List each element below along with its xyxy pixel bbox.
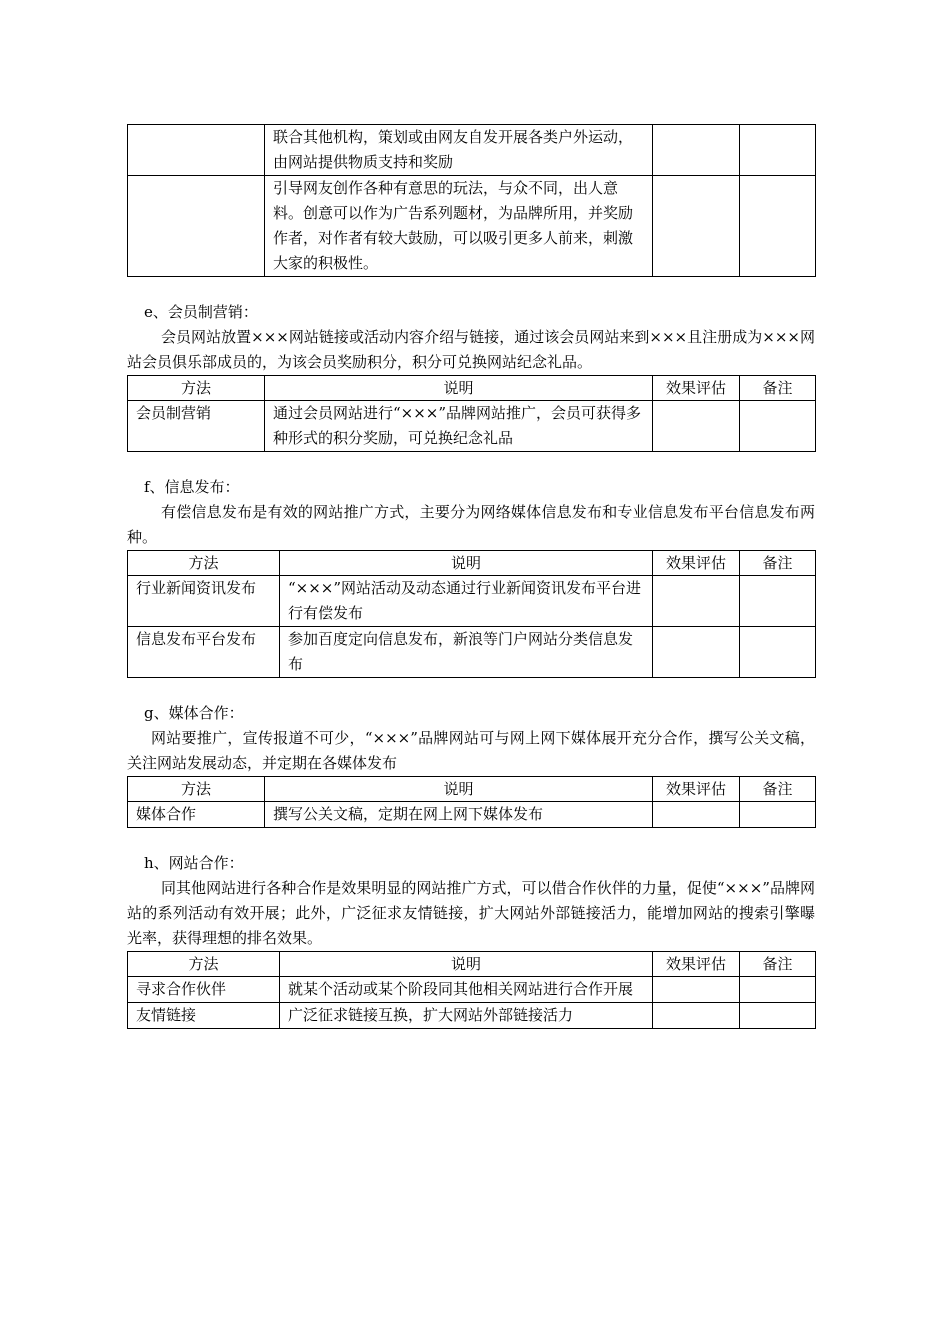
note-cell bbox=[740, 401, 816, 452]
section-h-title: h、网站合作： bbox=[144, 854, 244, 872]
eval-cell bbox=[653, 627, 740, 678]
desc-cell: 就某个活动或某个阶段同其他相关网站进行合作开展 bbox=[280, 977, 653, 1003]
section-g-title: g、媒体合作： bbox=[144, 704, 244, 722]
desc-cell: 联合其他机构，策划或由网友自发开展各类户外运动，由网站提供物质支持和奖励 bbox=[265, 125, 653, 176]
note-cell bbox=[740, 977, 816, 1003]
desc-cell: 参加百度定向信息发布，新浪等门户网站分类信息发布 bbox=[280, 627, 653, 678]
top-table bbox=[127, 124, 816, 277]
method-cell: 寻求合作伙伴 bbox=[128, 977, 280, 1003]
desc-cell: 通过会员网站进行“×××”品牌网站推广，会员可获得多种形式的积分奖励，可兑换纪念礼品 bbox=[265, 401, 653, 452]
desc-cell: 撰写公关文稿，定期在网上网下媒体发布 bbox=[265, 802, 653, 828]
eval-cell bbox=[653, 802, 740, 828]
note-cell bbox=[740, 802, 816, 828]
method-cell bbox=[128, 125, 265, 176]
section-e-paragraph: 会员网站放置×××网站链接或活动内容介绍与链接，通过该会员网站来到×××且注册成为×××网站会员俱乐部成员的，为该会员奖励积分，积分可兑换网站纪念礼品。 bbox=[127, 328, 815, 371]
note-cell bbox=[740, 576, 816, 627]
header-method: 方法 bbox=[128, 952, 280, 977]
note-cell bbox=[740, 125, 816, 176]
eval-cell bbox=[653, 1003, 740, 1029]
section-g-paragraph: 网站要推广，宣传报道不可少，“×××”品牌网站可与网上网下媒体展开充分合作，撰写公关文稿，关注网站发展动态，并定期在各媒体发布 bbox=[127, 729, 815, 772]
header-desc: 说明 bbox=[280, 952, 653, 977]
eval-cell bbox=[653, 401, 740, 452]
header-eval: 效果评估 bbox=[653, 952, 740, 977]
table-row bbox=[128, 125, 816, 176]
table-row bbox=[128, 576, 816, 627]
header-eval: 效果评估 bbox=[653, 777, 740, 802]
header-desc: 说明 bbox=[265, 777, 653, 802]
table-row bbox=[128, 802, 816, 828]
header-eval: 效果评估 bbox=[653, 551, 740, 576]
method-cell: 信息发布平台发布 bbox=[128, 627, 280, 678]
header-desc: 说明 bbox=[280, 551, 653, 576]
section-e-table bbox=[127, 375, 816, 452]
eval-cell bbox=[653, 125, 740, 176]
method-cell: 会员制营销 bbox=[128, 401, 265, 452]
table-header-row bbox=[128, 551, 816, 576]
note-cell bbox=[740, 627, 816, 678]
document-page bbox=[127, 124, 815, 1029]
header-method: 方法 bbox=[128, 777, 265, 802]
note-cell bbox=[740, 176, 816, 277]
header-method: 方法 bbox=[128, 551, 280, 576]
section-f-table bbox=[127, 550, 816, 678]
table-row bbox=[128, 401, 816, 452]
header-note: 备注 bbox=[740, 551, 816, 576]
eval-cell bbox=[653, 977, 740, 1003]
header-note: 备注 bbox=[740, 952, 816, 977]
table-header-row bbox=[128, 777, 816, 802]
table-row bbox=[128, 627, 816, 678]
method-cell: 行业新闻资讯发布 bbox=[128, 576, 280, 627]
table-row bbox=[128, 176, 816, 277]
desc-cell: “×××”网站活动及动态通过行业新闻资讯发布平台进行有偿发布 bbox=[280, 576, 653, 627]
table-row bbox=[128, 1003, 816, 1029]
desc-cell: 引导网友创作各种有意思的玩法，与众不同，出人意料。创意可以作为广告系列题材，为品牌所用，并奖励作者，对作者有较大鼓励，可以吸引更多人前来，刺激大家的积极性。 bbox=[265, 176, 653, 277]
header-note: 备注 bbox=[740, 376, 816, 401]
header-desc: 说明 bbox=[265, 376, 653, 401]
eval-cell bbox=[653, 176, 740, 277]
table-header-row bbox=[128, 376, 816, 401]
header-eval: 效果评估 bbox=[653, 376, 740, 401]
header-method: 方法 bbox=[128, 376, 265, 401]
table-header-row bbox=[128, 952, 816, 977]
method-cell bbox=[128, 176, 265, 277]
section-f-paragraph: 有偿信息发布是有效的网站推广方式，主要分为网络媒体信息发布和专业信息发布平台信息发布两种。 bbox=[127, 503, 815, 546]
section-h-paragraph: 同其他网站进行各种合作是效果明显的网站推广方式，可以借合作伙伴的力量，促使“×××”品牌网站的系列活动有效开展；此外，广泛征求友情链接，扩大网站外部链接活力，能增加网站的搜索引擎曝光率，获得理想的排名效果。 bbox=[127, 879, 815, 947]
method-cell: 友情链接 bbox=[128, 1003, 280, 1029]
section-h-table bbox=[127, 951, 816, 1029]
section-g-table bbox=[127, 776, 816, 828]
section-f-title: f、信息发布： bbox=[144, 478, 240, 496]
method-cell: 媒体合作 bbox=[128, 802, 265, 828]
note-cell bbox=[740, 1003, 816, 1029]
section-e-title: e、会员制营销： bbox=[144, 303, 258, 321]
table-row bbox=[128, 977, 816, 1003]
desc-cell: 广泛征求链接互换，扩大网站外部链接活力 bbox=[280, 1003, 653, 1029]
header-note: 备注 bbox=[740, 777, 816, 802]
eval-cell bbox=[653, 576, 740, 627]
